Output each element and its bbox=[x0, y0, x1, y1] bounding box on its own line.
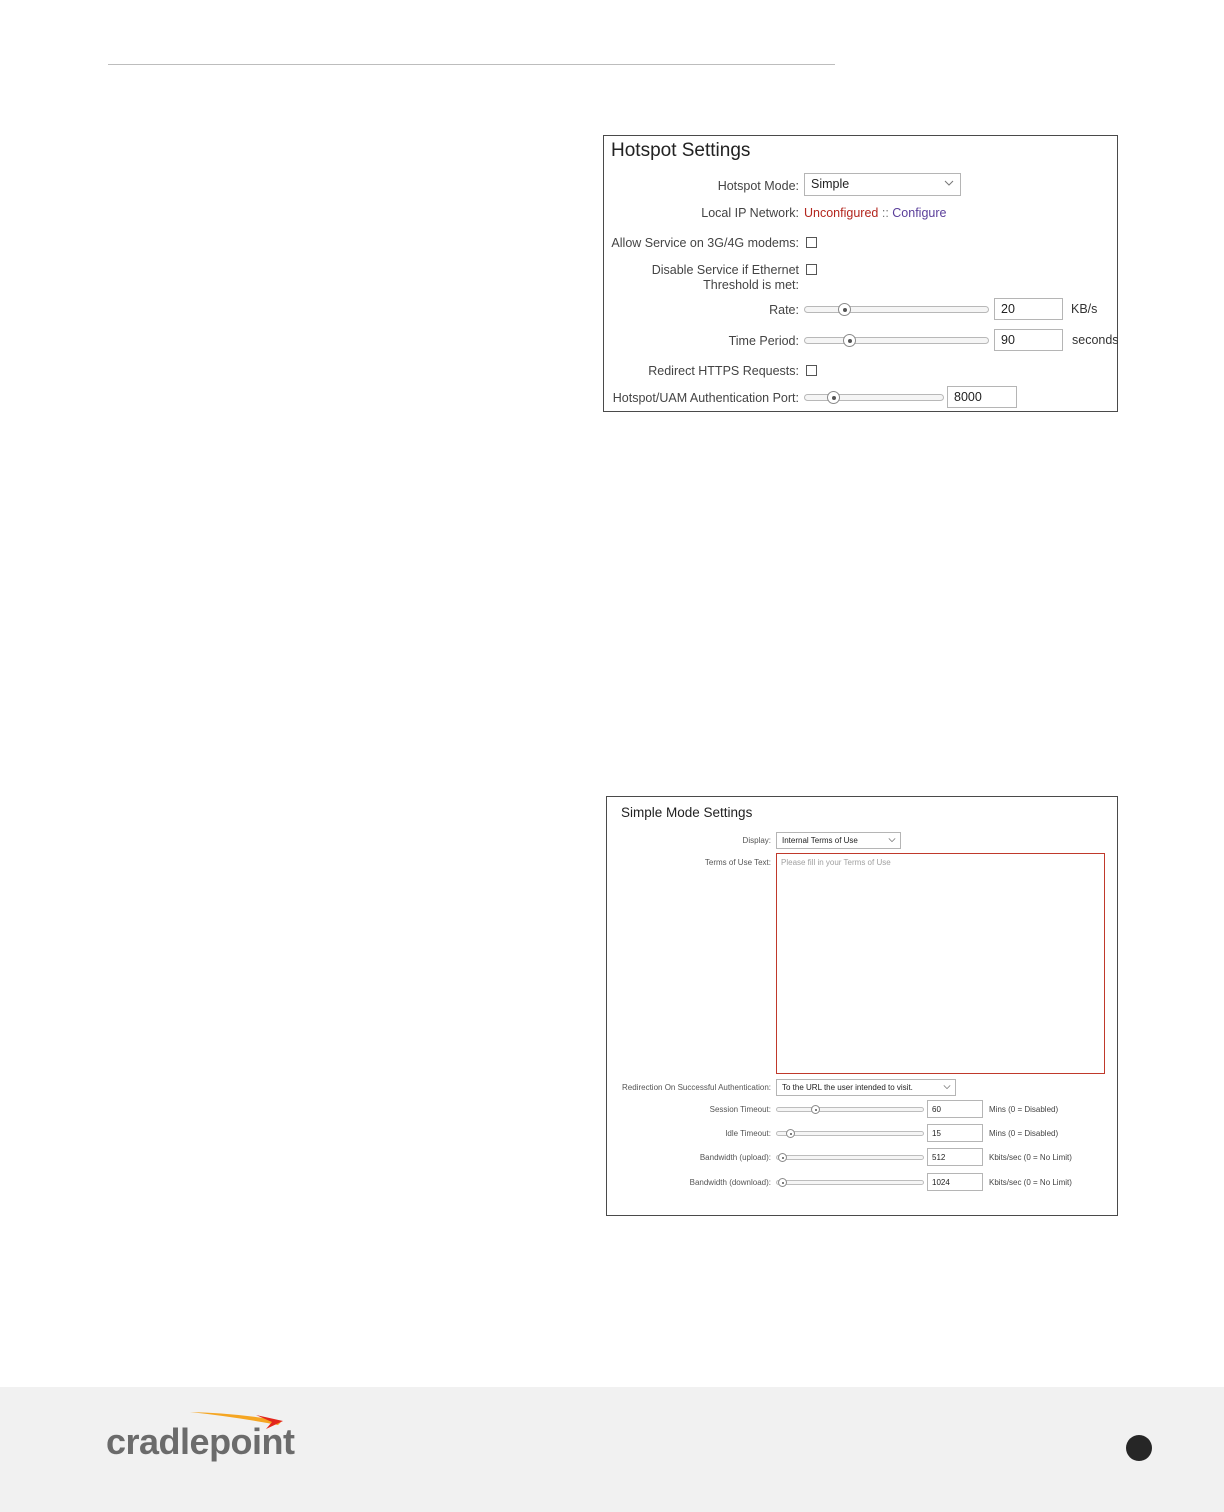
rate-label: Rate: bbox=[769, 303, 799, 317]
redirection-value: To the URL the user intended to visit. bbox=[782, 1083, 913, 1092]
page-footer bbox=[0, 1387, 1224, 1512]
local-ip-network-label: Local IP Network: bbox=[701, 206, 799, 220]
redirect-https-label: Redirect HTTPS Requests: bbox=[648, 364, 799, 378]
local-ip-network-status bbox=[804, 206, 946, 220]
simple-mode-settings-panel bbox=[606, 796, 1118, 1216]
redirection-label: Redirection On Successful Authentication: bbox=[622, 1083, 771, 1092]
bandwidth-download-input[interactable]: 1024 bbox=[927, 1173, 983, 1191]
display-value: Internal Terms of Use bbox=[782, 836, 858, 845]
idle-timeout-label: Idle Timeout: bbox=[725, 1129, 771, 1138]
time-period-slider-handle[interactable] bbox=[843, 334, 856, 347]
redirect-https-checkbox[interactable] bbox=[806, 365, 817, 376]
time-period-unit: seconds bbox=[1072, 333, 1119, 347]
chevron-down-icon bbox=[944, 178, 954, 188]
separator: :: bbox=[881, 206, 889, 220]
bandwidth-download-label: Bandwidth (download): bbox=[689, 1178, 771, 1187]
unconfigured-status: Unconfigured bbox=[804, 206, 879, 220]
bandwidth-upload-slider[interactable] bbox=[776, 1155, 924, 1160]
rate-input[interactable]: 20 bbox=[994, 298, 1063, 320]
logo-text: cradlepoint bbox=[106, 1421, 295, 1462]
bandwidth-upload-unit: Kbits/sec (0 = No Limit) bbox=[989, 1153, 1072, 1162]
terms-text-label: Terms of Use Text: bbox=[704, 858, 771, 867]
bandwidth-upload-input[interactable]: 512 bbox=[927, 1148, 983, 1166]
terms-placeholder: Please fill in your Terms of Use bbox=[781, 858, 891, 867]
panel-title: Simple Mode Settings bbox=[621, 805, 753, 820]
auth-port-slider-handle[interactable] bbox=[827, 391, 840, 404]
bandwidth-upload-label: Bandwidth (upload): bbox=[699, 1153, 771, 1162]
session-timeout-slider-handle[interactable] bbox=[811, 1105, 820, 1114]
auth-port-slider[interactable] bbox=[804, 394, 944, 401]
session-timeout-label: Session Timeout: bbox=[709, 1105, 771, 1114]
top-divider bbox=[108, 64, 835, 65]
panel-title: Hotspot Settings bbox=[611, 140, 751, 161]
redirection-select[interactable] bbox=[776, 1079, 956, 1096]
auth-port-input[interactable]: 8000 bbox=[947, 386, 1017, 408]
terms-of-use-textarea[interactable] bbox=[776, 853, 1105, 1074]
disable-service-label-line1: Disable Service if Ethernet bbox=[651, 263, 799, 277]
idle-timeout-unit: Mins (0 = Disabled) bbox=[989, 1129, 1059, 1138]
bandwidth-download-slider[interactable] bbox=[776, 1180, 924, 1185]
session-timeout-slider[interactable] bbox=[776, 1107, 924, 1112]
rate-slider[interactable] bbox=[804, 306, 989, 313]
cradlepoint-logo bbox=[106, 1407, 295, 1467]
configure-link[interactable]: Configure bbox=[892, 206, 947, 220]
bandwidth-upload-slider-handle[interactable] bbox=[778, 1153, 787, 1162]
idle-timeout-slider[interactable] bbox=[776, 1131, 924, 1136]
chevron-down-icon bbox=[943, 1083, 951, 1091]
session-timeout-unit: Mins (0 = Disabled) bbox=[989, 1105, 1059, 1114]
bandwidth-download-slider-handle[interactable] bbox=[778, 1178, 787, 1187]
idle-timeout-slider-handle[interactable] bbox=[786, 1129, 795, 1138]
allow-service-checkbox[interactable] bbox=[806, 237, 817, 248]
disable-service-label-line2: Threshold is met: bbox=[703, 278, 799, 292]
page-indicator-dot bbox=[1126, 1435, 1152, 1461]
time-period-slider[interactable] bbox=[804, 337, 989, 344]
rate-unit: KB/s bbox=[1071, 302, 1098, 316]
time-period-label: Time Period: bbox=[728, 334, 799, 348]
rate-slider-handle[interactable] bbox=[838, 303, 851, 316]
session-timeout-input[interactable]: 60 bbox=[927, 1100, 983, 1118]
hotspot-settings-panel bbox=[603, 135, 1118, 412]
disable-service-checkbox[interactable] bbox=[806, 264, 817, 275]
hotspot-mode-value: Simple bbox=[811, 177, 850, 191]
allow-service-label: Allow Service on 3G/4G modems: bbox=[611, 236, 799, 250]
display-select[interactable] bbox=[776, 832, 901, 849]
chevron-down-icon bbox=[888, 836, 896, 844]
hotspot-mode-label: Hotspot Mode: bbox=[717, 179, 799, 193]
idle-timeout-input[interactable]: 15 bbox=[927, 1124, 983, 1142]
bandwidth-download-unit: Kbits/sec (0 = No Limit) bbox=[989, 1178, 1072, 1187]
hotspot-mode-select[interactable] bbox=[804, 173, 961, 196]
time-period-input[interactable]: 90 bbox=[994, 329, 1063, 351]
display-label: Display: bbox=[742, 836, 771, 845]
auth-port-label: Hotspot/UAM Authentication Port: bbox=[612, 391, 799, 405]
